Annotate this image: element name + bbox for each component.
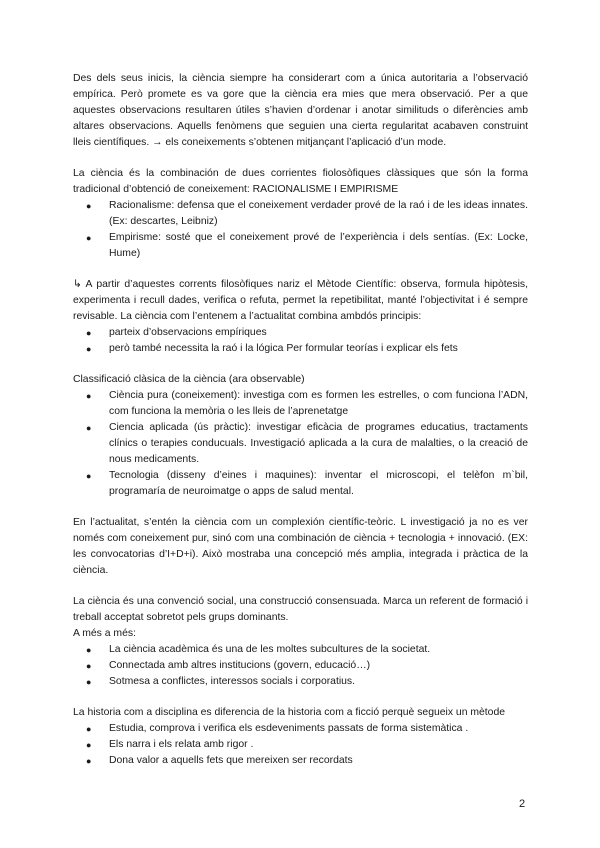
paragraph-method: ↳ A partir d’aquestes corrents filosòfiques nariz el Mètode Científic: observa, formula hipòtesis, experimenta i recull dades, verifica o refuta, permet la repetibilitat, manté l’objectivitat i é sempre revisable. La ciència com l’entenem a l’actualitat combina ambdós principis: bbox=[73, 279, 528, 322]
list-item: ● Estudia, comprova i verifica els esdeveniments passats de forma sistemàtica . bbox=[73, 721, 528, 737]
list-history bbox=[73, 721, 528, 769]
list-item: ● Connectada amb altres institucions (govern, educació…) bbox=[73, 658, 528, 674]
paragraph-ames: A més a més: bbox=[73, 628, 136, 639]
list-item: ● parteix d’observacions empíriques bbox=[73, 325, 528, 341]
bullet-icon: ● bbox=[86, 724, 92, 734]
bullet-icon: ● bbox=[86, 423, 92, 433]
bullet-icon: ● bbox=[86, 645, 92, 655]
list-currents bbox=[73, 198, 528, 262]
page-number: 2 bbox=[519, 798, 526, 810]
bullet-icon: ● bbox=[86, 344, 92, 354]
paragraph-history: La historia com a disciplina es diferencia de la historia com a ficció perquè segueix un mètode bbox=[73, 707, 506, 718]
bullet-icon: ● bbox=[86, 391, 92, 401]
paragraph-intro: Des dels seus inicis, la ciència siempre ha considerart com a única autoritaria a l’observació empírica. Però promete es va gore que la ciència era mies que mera observació. Per a que aquestes observacions resultaren útiles s’havien d’ordenar i anotar similituds o diferències amb altares observacions. Aquells fenòmens que seguien una cierta regularitat acabaven construint lleis científiques. → els coneixements s’obtenen mitjançant l’aplicació d’un mode. bbox=[73, 73, 528, 148]
list-item: ● Dona valor a aquells fets que mereixen ser recordats bbox=[73, 753, 528, 769]
bullet-icon: ● bbox=[86, 233, 92, 243]
list-item: ● Empirisme: sosté que el coneixement prové de l’experiència i dels sentías. (Ex: Locke, Hume) bbox=[86, 232, 528, 259]
paragraph-classification: Classificació clàsica de la ciència (ara observable) bbox=[73, 374, 305, 385]
bullet-icon: ● bbox=[86, 740, 92, 750]
list-classification bbox=[73, 388, 528, 500]
list-item: ● Ciència pura (coneixement): investiga com es formen les estrelles, o com funciona l’ADN, com funciona la memòria o les lleis de l’aprenetatge bbox=[86, 390, 528, 417]
list-item: ● La ciència acadèmica és una de les moltes subcultures de la societat. bbox=[73, 642, 528, 658]
list-item: ● Els narra i els relata amb rigor . bbox=[73, 737, 528, 753]
bullet-icon: ● bbox=[86, 661, 92, 671]
bullet-icon: ● bbox=[86, 201, 92, 211]
bullet-icon: ● bbox=[86, 677, 92, 687]
list-item: ● Racionalisme: defensa que el coneixement verdader prové de la raó i de les ideas innates. (Ex: descartes, Leibniz) bbox=[86, 200, 528, 227]
list-subcultures bbox=[73, 642, 528, 690]
list-item: ● Tecnologia (disseny d’eines i maquines): inventar el microscopi, el telèfon m`bil, programaría de neuroimatge o apps de salud mental. bbox=[86, 470, 528, 497]
list-item: ● Sotmesa a conflictes, interessos socials i corporatius. bbox=[73, 674, 528, 690]
paragraph-convention: La ciència és una convenció social, una construcció consensuada. Marca un referent de formació i treball acceptat sobretot pels grups dominants. bbox=[73, 596, 528, 623]
list-principles bbox=[73, 325, 528, 357]
paragraph-actualitat: En l’actualitat, s’entén la ciència com un complexión científic-teòric. L investigació ja no es ver només com coneixement pur, sinó com una combinación de ciència + tecnologia + innovació. (EX: les convocatorias d’I+D+i). Això mostraba una concepció més amplia, integrada i pràctica de la ciència. bbox=[73, 517, 528, 576]
bullet-icon: ● bbox=[86, 328, 92, 338]
bullet-icon: ● bbox=[86, 471, 92, 481]
list-item: ● però també necessita la raó i la lógica Per formular teorías i explicar els fets bbox=[73, 341, 528, 357]
list-item: ● Ciencia aplicada (ús pràctic): investigar eficàcia de programes educatius, tractaments clínics o terapies conducuals. Investigació aplicada a la cura de malalties, o la creació de nous medicaments. bbox=[86, 422, 528, 465]
document-body bbox=[73, 71, 528, 769]
paragraph-currents: La ciència és la combinación de dues corrientes fiolosòfiques clàssiques que són la forma tradicional d’obtenció de coneixement: RACIONALISME I EMPIRISME bbox=[73, 168, 528, 195]
bullet-icon: ● bbox=[86, 756, 92, 766]
